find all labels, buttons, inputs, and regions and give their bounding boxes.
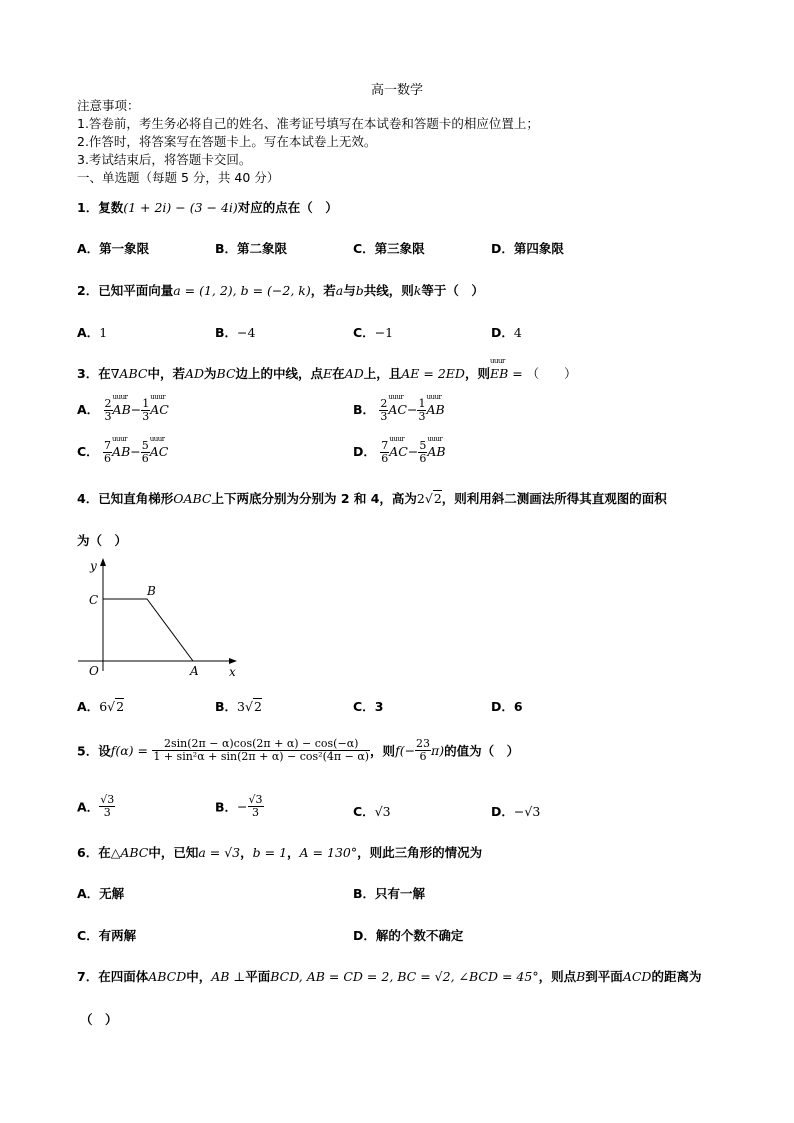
question-4-line2: 为（ ）	[77, 533, 128, 548]
question-4: 4．已知直角梯形OABC上下两底分别为分别为 2 和 4，高为2√2，则利用斜二测画法所得其直观图的面积	[77, 491, 667, 506]
page-title: 高一数学	[370, 83, 423, 98]
q2-option-b[interactable]: B．−4	[215, 325, 256, 340]
q5-option-d[interactable]: D．−√3	[491, 804, 541, 819]
q3-option-a[interactable]: A． $\frac{2}{3}$ uuur AB− $\frac{1}{3}$ uuur AC	[77, 398, 169, 423]
question-7-line2: （ ）	[80, 1012, 118, 1027]
question-6: 6．在△ABC中，已知a = √3，b = 1，A = 130°，则此三角形的情况为	[77, 845, 483, 860]
q6-option-c[interactable]: C．有两解	[77, 928, 137, 943]
q3-option-c[interactable]: C． $\frac{7}{6}$ uuur AB− $\frac{5}{6}$ uuur AC	[77, 440, 168, 465]
notes-heading: 注意事项：	[77, 98, 140, 113]
question-3: 3．在∇ABC中，若AD为BC边上的中线，点E在AD上，且AE = 2ED，则uuur EB = （ ）	[77, 364, 577, 382]
q5-denominator: 1 + sin²α + sin(2π + α) − cos²(4π − α)	[153, 750, 370, 763]
point-o-label: O	[89, 664, 99, 678]
x-label: x	[229, 665, 236, 679]
q1-option-d[interactable]: D．第四象限	[491, 241, 564, 256]
q6-option-a[interactable]: A．无解	[77, 886, 125, 901]
y-label: y	[90, 559, 97, 573]
q1-expression: (1 + 2i) − (3 − 4i)	[123, 200, 238, 215]
point-c-label: C	[89, 593, 99, 607]
q5-option-c[interactable]: C．√3	[353, 804, 391, 819]
point-a-label: A	[190, 664, 199, 678]
q2-vectors: a = (1, 2), b = (−2, k)	[173, 283, 311, 298]
q6-option-b[interactable]: B．只有一解	[353, 886, 426, 901]
q3-option-d[interactable]: D． $\frac{7}{6}$ uuur AC− $\frac{5}{6}$ uuur AB	[353, 440, 446, 465]
q5-numerator: 2sin(2π − α)cos(2π + α) − cos(−α)	[152, 738, 370, 751]
q4-option-a[interactable]: A．6√2	[77, 699, 125, 714]
q6-option-d[interactable]: D．解的个数不确定	[353, 928, 464, 943]
note-item: 2.作答时，将答案写在答题卡上。写在本试卷上无效。	[77, 134, 377, 149]
q4-option-b[interactable]: B．3√2	[215, 699, 262, 714]
q1-option-b[interactable]: B．第二象限	[215, 241, 288, 256]
q2-option-d[interactable]: D．4	[491, 325, 522, 340]
note-item: 3.考试结束后，将答题卡交回。	[77, 152, 252, 167]
note-item: 1.答卷前，考生务必将自己的姓名、准考证号填写在本试卷和答题卡的相应位置上；	[77, 116, 539, 131]
q4-option-c[interactable]: C．3	[353, 699, 384, 714]
question-1: 1．复数(1 + 2i) − (3 − 4i)对应的点在（ ）	[77, 200, 338, 215]
trapezoid-edges	[103, 599, 193, 661]
q5-option-b[interactable]: B．− $\frac{√3}{3}$	[215, 793, 263, 819]
q2-option-a[interactable]: A．1	[77, 325, 108, 340]
question-5: 5．设f(α) = $\frac{2\sin(2\pi - \alpha)\cos(2\pi + \alpha) - \cos(-\alpha)}{\text{1 + sin²α + sin(2π + α) − cos²(4π − α)}}$ ，则f(− $\frac{23}{6}$ π)的值为（ ）	[77, 737, 520, 763]
trapezoid-figure	[75, 556, 245, 681]
q1-option-c[interactable]: C．第三象限	[353, 241, 425, 256]
q1-option-a[interactable]: A．第一象限	[77, 241, 150, 256]
section-heading: 一、单选题（每题 5 分，共 40 分）	[77, 170, 280, 185]
question-7: 7．在四面体ABCD中，AB ⊥平面BCD, AB = CD = 2, BC = √2, ∠BCD = 45°，则点B到平面ACD的距离为	[77, 969, 702, 984]
q4-option-d[interactable]: D．6	[491, 699, 523, 714]
y-axis-arrow	[100, 558, 106, 566]
point-b-label: B	[147, 584, 156, 598]
q3-option-b[interactable]: B． $\frac{2}{3}$ uuur AC− $\frac{1}{3}$ uuur AB	[353, 398, 445, 423]
q5-option-a[interactable]: A． $\frac{√3}{3}$	[77, 793, 115, 819]
x-axis-arrow	[229, 658, 237, 664]
question-2: 2．已知平面向量a = (1, 2), b = (−2, k)，若a与b共线，则k等于（ ）	[77, 283, 484, 298]
q2-option-c[interactable]: C．−1	[353, 325, 394, 340]
